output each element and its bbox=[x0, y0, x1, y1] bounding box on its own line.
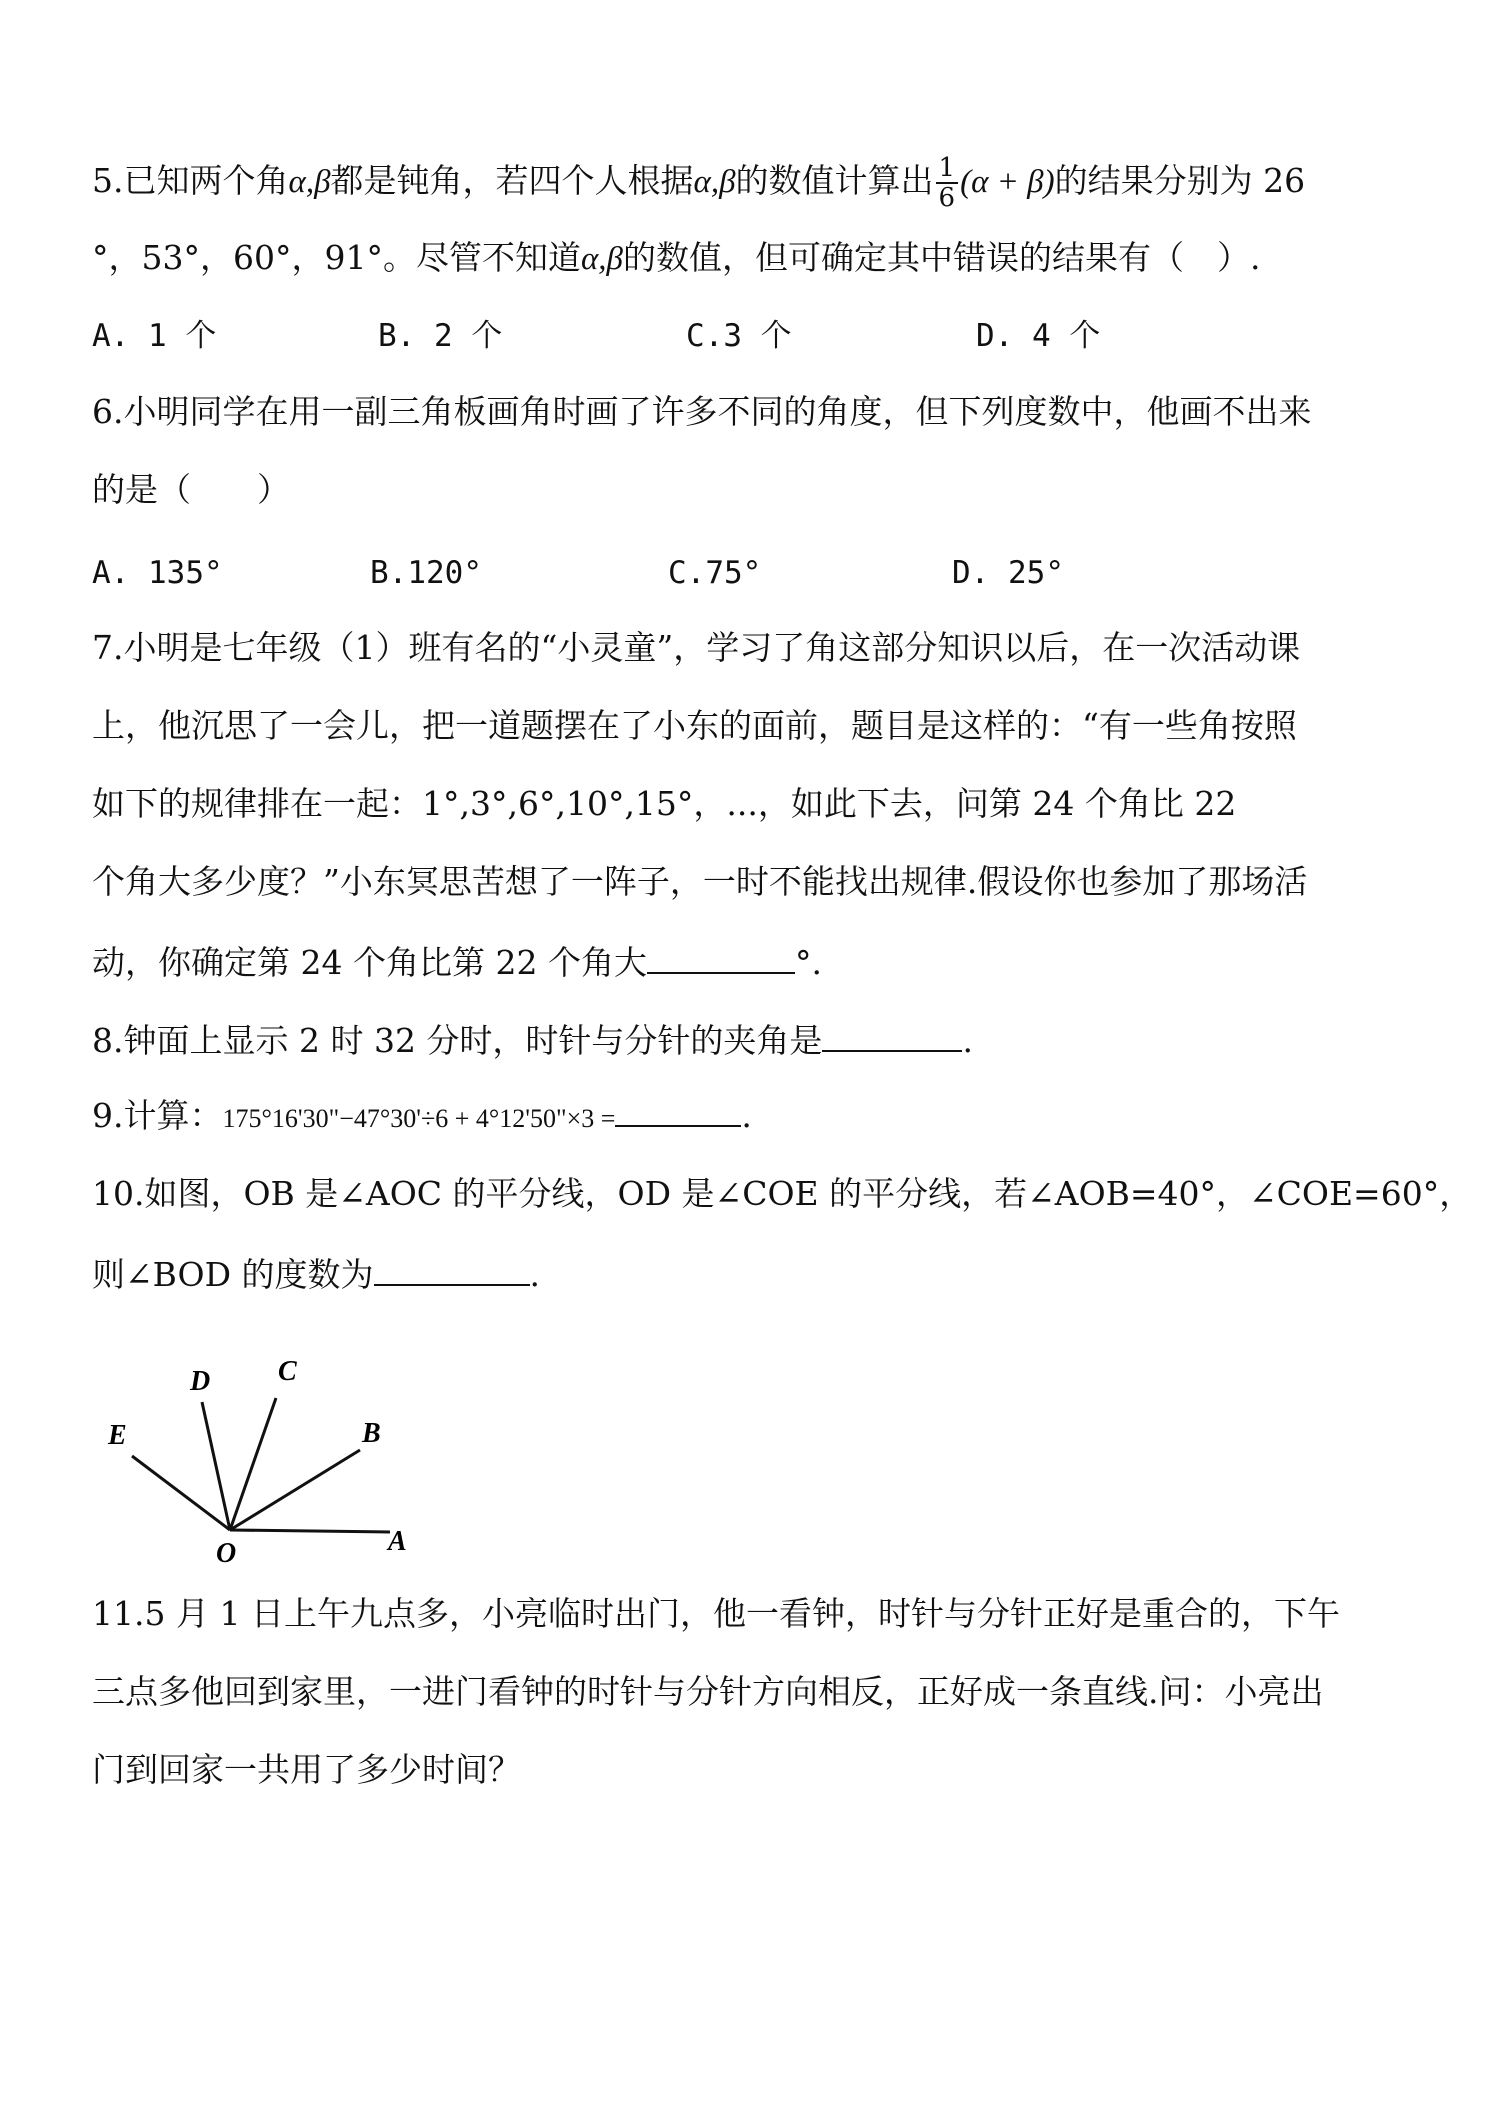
q7-line-1: 7.小明是七年级（1）班有名的“小灵童”，学习了角这部分知识以后，在一次活动课 bbox=[92, 628, 1301, 667]
angle-figure bbox=[90, 1330, 430, 1570]
q7-answer-blank bbox=[647, 938, 795, 974]
q7-text-5: 动，你确定第 24 个角比第 22 个角大 bbox=[92, 943, 647, 982]
q9-answer-blank bbox=[615, 1097, 741, 1127]
q5-fraction-numerator: 1 bbox=[936, 154, 959, 184]
q5-expression: (α + β) bbox=[960, 164, 1055, 200]
q5-text-2: 都是钝角，若四个人根据 bbox=[330, 161, 694, 200]
q11-line-3: 门到回家一共用了多少时间？ bbox=[92, 1750, 521, 1789]
figure-background bbox=[90, 1330, 430, 1570]
q7-line-2: 上，他沉思了一会儿，把一道题摆在了小东的面前，题目是这样的：“有一些角按照 bbox=[92, 706, 1297, 745]
q10-end: . bbox=[529, 1255, 541, 1294]
q9-expression: 175°16'30"−47°30'÷6 + 4°12'50"×3 = bbox=[222, 1104, 616, 1133]
q6-option-a: A. 135° bbox=[92, 555, 223, 591]
q5-alpha-beta-3: α,β bbox=[580, 241, 623, 277]
q6-option-d: D. 25° bbox=[952, 555, 1064, 591]
q5-option-b: B. 2 个 bbox=[378, 318, 503, 354]
q5-text-6: 的数值，但可确定其中错误的结果有（ ）. bbox=[623, 238, 1261, 277]
q10-line-1: 10.如图，OB 是∠AOC 的平分线，OD 是∠COE 的平分线，若∠AOB=40°，∠COE=60°， bbox=[92, 1174, 1473, 1213]
q8-text: 8.钟面上显示 2 时 32 分时，时针与分针的夹角是 bbox=[92, 1021, 823, 1060]
q5-text-3: 的数值计算出 bbox=[735, 161, 934, 200]
label-b: B bbox=[362, 1418, 381, 1449]
q9-line bbox=[92, 1094, 752, 1141]
q6-line-2: 的是（ ） bbox=[92, 470, 290, 509]
q7-line-3: 如下的规律排在一起：1°,3°,6°,10°,15°，...，如此下去，问第 24 个角比 22 bbox=[92, 784, 1237, 823]
q9-end: . bbox=[741, 1096, 752, 1135]
q6-option-c: C.75° bbox=[668, 555, 762, 591]
q6-line-1: 6.小明同学在用一副三角板画角时画了许多不同的角度，但下列度数中，他画不出来 bbox=[92, 392, 1312, 431]
q10-answer-blank bbox=[374, 1250, 530, 1286]
q6-option-b: B.120° bbox=[370, 555, 482, 591]
q11-line-2: 三点多他回到家里，一进门看钟的时针与分针方向相反，正好成一条直线.问：小亮出 bbox=[92, 1672, 1324, 1711]
q5-option-c: C.3 个 bbox=[686, 318, 792, 354]
q5-text-4: 的结果分别为 26 bbox=[1054, 161, 1306, 200]
q5-option-a: A. 1 个 bbox=[92, 318, 217, 354]
q10-text-2: 则∠BOD 的度数为 bbox=[92, 1255, 374, 1294]
q5-line-1 bbox=[92, 154, 1305, 212]
q8-answer-blank bbox=[822, 1016, 962, 1052]
q7-line-5 bbox=[92, 938, 822, 985]
label-e: E bbox=[108, 1420, 127, 1451]
q5-fraction bbox=[936, 154, 959, 212]
q5-fraction-denominator: 6 bbox=[938, 183, 956, 213]
label-c: C bbox=[278, 1356, 297, 1387]
q7-text-5-end: °. bbox=[794, 943, 822, 982]
q10-line-2 bbox=[92, 1250, 540, 1297]
q5-option-d: D. 4 个 bbox=[976, 318, 1101, 354]
q5-alpha-beta-1: α,β bbox=[288, 164, 331, 200]
q5-text-5: °，53°，60°，91°。尽管不知道 bbox=[92, 238, 581, 277]
q5-alpha-beta-2: α,β bbox=[693, 164, 736, 200]
q8-line bbox=[92, 1016, 973, 1063]
q5-line-2 bbox=[92, 236, 1261, 281]
q8-end: . bbox=[962, 1021, 973, 1060]
q11-line-1: 11.5 月 1 日上午九点多，小亮临时出门，他一看钟，时针与分针正好是重合的，下午 bbox=[92, 1594, 1340, 1633]
label-d: D bbox=[190, 1366, 211, 1397]
q7-line-4: 个角大多少度？”小东冥思苦想了一阵子，一时不能找出规律.假设你也参加了那场活 bbox=[92, 862, 1308, 901]
label-o: O bbox=[216, 1538, 237, 1569]
q9-prefix: 9.计算： bbox=[92, 1096, 223, 1135]
q5-text-1: 5.已知两个角 bbox=[92, 161, 289, 200]
label-a: A bbox=[388, 1526, 407, 1557]
ray-oa bbox=[230, 1530, 390, 1532]
